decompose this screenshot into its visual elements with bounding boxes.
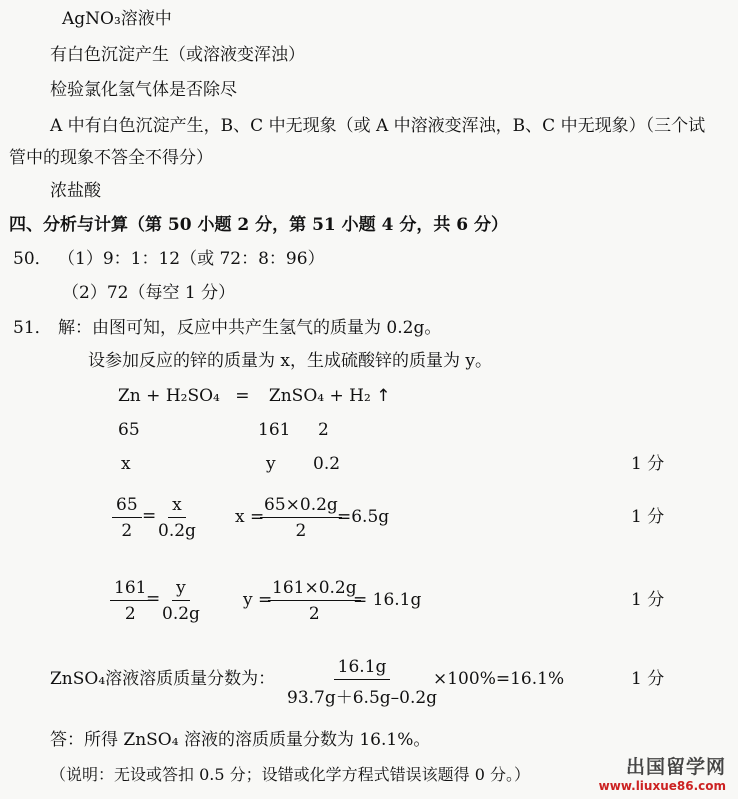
ratio2-right-denominator: 0.2g [162,604,200,624]
ratio1-left-fraction [112,495,142,541]
watermark-url: www.liuxue86.com [598,779,726,793]
mass-fraction [283,657,441,708]
ratio2-denominator: 2 [124,604,136,624]
solve1-fraction [260,495,342,541]
mass-fraction-denominator: 93.7g＋6.5g–0.2g [287,688,438,708]
solve2-lhs: y = [243,590,273,610]
answer-purpose: 检验氯化氢气体是否除尽 [50,80,237,100]
ratio2-right-numerator: y [172,578,190,601]
solve2-result: = 16.1g [353,590,422,610]
solve1-denominator: 2 [295,521,307,541]
val-h2: 0.2 [313,454,341,474]
mass-zn: 65 [118,420,140,440]
ratio2-left-fraction [110,578,150,624]
equation-equals: = [235,386,250,406]
ratio1-right-fraction [154,495,200,541]
gas-arrow-icon: ↑ [376,386,391,406]
ratio2-numerator: 161 [110,578,150,601]
answer-phenomenon: 有白色沉淀产生（或溶液变浑浊） [50,45,305,65]
score-1: 1 分 [631,454,665,474]
ratio1-equals: = [142,506,157,526]
q50-part2: （2）72（每空 1 分） [62,283,236,303]
score-2: 1 分 [631,507,665,527]
q51-number: 51． [13,318,52,338]
q50-number: 50． [13,249,52,269]
mass-fraction-result: ×100%=16.1% [433,669,565,689]
grading-note: （说明：无设或答扣 0.5 分；设错或化学方程式错误该题得 0 分。） [50,765,530,784]
site-watermark [599,752,726,793]
answer-abc-line2: 管中的现象不答全不得分） [9,148,213,168]
solve2-numerator: 161×0.2g [268,578,361,601]
ratio1-numerator: 65 [112,495,142,518]
ratio1-right-denominator: 0.2g [158,521,196,541]
var-y: y [266,454,276,474]
mass-fraction-numerator: 16.1g [334,657,391,680]
ratio1-right-numerator: x [168,495,186,518]
q51-line1: 解：由图可知，反应中共产生氢气的质量为 0.2g。 [58,318,442,338]
watermark-text: 出国留学网 [625,756,726,778]
mass-fraction-label: ZnSO₄溶液溶质质量分数为： [50,669,276,689]
equation-rhs: ZnSO₄ + H₂ [268,386,371,406]
score-4: 1 分 [631,669,665,689]
mass-h2: 2 [318,420,329,440]
answer-abc-line1: A 中有白色沉淀产生，B、C 中无现象（或 A 中溶液变浑浊，B、C 中无现象）（三个试 [50,116,706,136]
equation-lhs: Zn + H₂SO₄ [118,386,220,406]
solve1-numerator: 65×0.2g [260,495,342,518]
final-answer: 答：所得 ZnSO₄ 溶液的溶质质量分数为 16.1%。 [50,730,431,750]
q51-line2: 设参加反应的锌的质量为 x，生成硫酸锌的质量为 y。 [88,351,492,371]
chemical-equation [118,386,390,406]
score-3: 1 分 [631,590,665,610]
ratio1-denominator: 2 [121,521,133,541]
solve2-denominator: 2 [308,604,320,624]
solve2-fraction [268,578,361,624]
answer-conc-hcl: 浓盐酸 [50,181,101,201]
solve1-lhs: x = [235,507,265,527]
section-heading: 四、分析与计算（第 50 小题 2 分，第 51 小题 4 分，共 6 分） [9,215,508,235]
solve1-result: =6.5g [337,507,390,527]
ratio2-right-fraction [158,578,204,624]
q50-part1: （1）9：1：12（或 72：8：96） [58,249,325,269]
mass-znso4: 161 [258,420,291,440]
var-x: x [121,454,131,474]
ratio2-equals: = [146,589,161,609]
answer-reagent: AgNO₃溶液中 [62,9,172,29]
